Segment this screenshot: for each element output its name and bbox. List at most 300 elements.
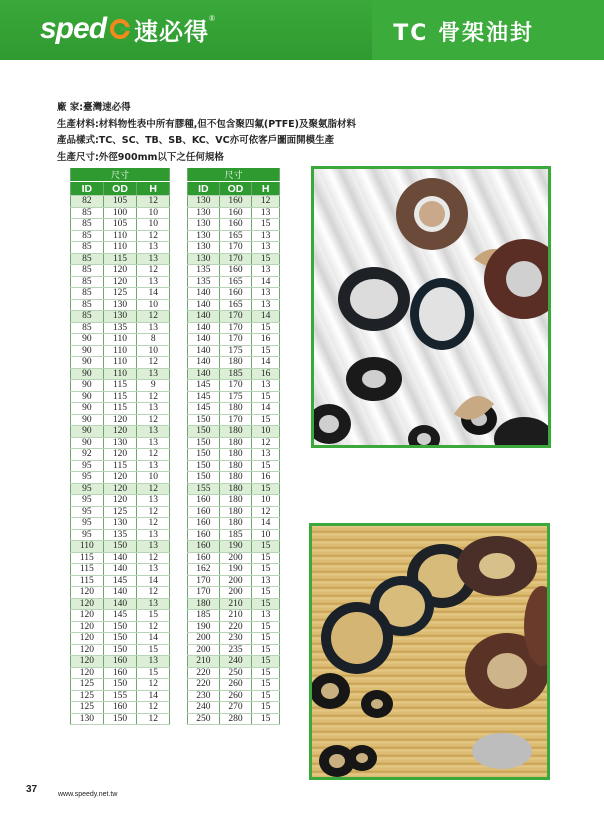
cell-id: 170	[188, 587, 220, 599]
cell-od: 200	[219, 575, 252, 587]
cell-h: 15	[252, 690, 280, 702]
cell-od: 170	[219, 414, 252, 426]
cell-id: 135	[188, 265, 220, 277]
table-row	[71, 713, 170, 725]
product-info	[57, 100, 356, 166]
cell-id: 220	[188, 679, 220, 691]
cell-od: 210	[219, 598, 252, 610]
cell-h: 13	[137, 403, 170, 415]
table-row	[71, 380, 170, 392]
cell-h: 12	[137, 518, 170, 530]
cell-od: 150	[103, 633, 137, 645]
cell-h: 13	[252, 230, 280, 242]
table-row	[71, 483, 170, 495]
cell-id: 200	[188, 633, 220, 645]
cell-od: 115	[103, 253, 137, 265]
col-header-h: H	[252, 182, 280, 196]
cell-od: 110	[103, 242, 137, 254]
cell-h: 15	[252, 564, 280, 576]
table-row	[71, 230, 170, 242]
table-row	[71, 564, 170, 576]
cell-od: 160	[219, 196, 252, 208]
table-row	[188, 679, 280, 691]
cell-h: 15	[252, 702, 280, 714]
table-row	[188, 334, 280, 346]
table-row	[188, 299, 280, 311]
cell-h: 12	[252, 506, 280, 518]
table-row	[71, 667, 170, 679]
cell-od: 120	[103, 472, 137, 484]
cell-od: 185	[219, 368, 252, 380]
cell-id: 120	[71, 598, 104, 610]
table-row	[188, 610, 280, 622]
cell-h: 12	[137, 679, 170, 691]
cell-id: 125	[71, 702, 104, 714]
table-row	[188, 644, 280, 656]
cell-h: 10	[137, 207, 170, 219]
table-row	[71, 276, 170, 288]
table-row	[188, 265, 280, 277]
cell-od: 175	[219, 345, 252, 357]
cell-h: 15	[252, 633, 280, 645]
cell-id: 160	[188, 506, 220, 518]
cell-h: 12	[137, 483, 170, 495]
table-row	[188, 564, 280, 576]
cell-id: 150	[188, 460, 220, 472]
cell-od: 160	[219, 288, 252, 300]
table-row	[71, 610, 170, 622]
cell-id: 200	[188, 644, 220, 656]
cell-od: 260	[219, 690, 252, 702]
cell-od: 155	[103, 690, 137, 702]
cell-od: 105	[103, 219, 137, 231]
table-row	[188, 403, 280, 415]
table-row	[71, 679, 170, 691]
table-row	[71, 449, 170, 461]
table-row	[71, 587, 170, 599]
cell-od: 130	[103, 311, 137, 323]
cell-id: 140	[188, 368, 220, 380]
col-header-od: OD	[103, 182, 137, 196]
cell-h: 13	[137, 242, 170, 254]
cell-od: 145	[103, 575, 137, 587]
table-row	[71, 357, 170, 369]
cell-h: 12	[137, 587, 170, 599]
cell-h: 13	[252, 242, 280, 254]
table-row	[188, 253, 280, 265]
cell-h: 10	[137, 299, 170, 311]
cell-id: 115	[71, 564, 104, 576]
cell-id: 140	[188, 311, 220, 323]
cell-od: 110	[103, 345, 137, 357]
cell-h: 15	[252, 219, 280, 231]
info-material: 生產材料:材料物性表中所有膠種,但不包含聚四氟(PTFE)及聚氨脂材料	[57, 118, 357, 130]
cell-h: 13	[252, 449, 280, 461]
info-styles: 產品樣式:TC、SC、TB、SB、KC、VC亦可依客戶圖面開模生產	[57, 135, 335, 146]
table-row	[71, 242, 170, 254]
cell-h: 16	[252, 472, 280, 484]
table-row	[71, 656, 170, 668]
cell-h: 15	[252, 391, 280, 403]
cell-id: 162	[188, 564, 220, 576]
cell-id: 130	[71, 713, 104, 725]
cell-id: 85	[71, 276, 104, 288]
table-row	[71, 426, 170, 438]
cell-id: 160	[188, 541, 220, 553]
page-title: TC 骨架油封	[393, 21, 534, 46]
info-manufacturer: 廠 家:臺灣速必得	[57, 102, 131, 113]
table-row	[188, 506, 280, 518]
cell-id: 90	[71, 414, 104, 426]
table-row	[188, 391, 280, 403]
cell-od: 220	[219, 621, 252, 633]
cell-h: 13	[137, 322, 170, 334]
cell-od: 165	[219, 299, 252, 311]
cell-id: 160	[188, 495, 220, 507]
cell-id: 145	[188, 391, 220, 403]
cell-h: 15	[137, 610, 170, 622]
cell-h: 13	[137, 495, 170, 507]
cell-h: 15	[137, 667, 170, 679]
cell-id: 90	[71, 345, 104, 357]
cell-h: 15	[252, 713, 280, 725]
cell-h: 14	[252, 403, 280, 415]
cell-od: 120	[103, 495, 137, 507]
cell-od: 235	[219, 644, 252, 656]
cell-id: 95	[71, 460, 104, 472]
cell-h: 15	[252, 483, 280, 495]
cell-od: 125	[103, 288, 137, 300]
cell-h: 15	[252, 345, 280, 357]
cell-od: 165	[219, 276, 252, 288]
cell-id: 140	[188, 322, 220, 334]
cell-h: 13	[252, 288, 280, 300]
cell-od: 140	[103, 564, 137, 576]
cell-od: 260	[219, 679, 252, 691]
cell-od: 120	[103, 449, 137, 461]
table-row	[188, 311, 280, 323]
cell-id: 250	[188, 713, 220, 725]
table-row	[188, 207, 280, 219]
cell-h: 12	[137, 702, 170, 714]
cell-id: 145	[188, 403, 220, 415]
size-table-right	[187, 168, 280, 725]
table-row	[71, 437, 170, 449]
cell-od: 145	[103, 610, 137, 622]
cell-od: 165	[219, 230, 252, 242]
table-row	[71, 541, 170, 553]
logo-swirl-icon	[110, 19, 130, 39]
table-row	[188, 414, 280, 426]
cell-id: 130	[188, 230, 220, 242]
product-photo-seals-on-bamboo	[309, 523, 550, 780]
cell-od: 180	[219, 483, 252, 495]
cell-h: 13	[252, 610, 280, 622]
table-row	[71, 196, 170, 208]
cell-id: 130	[188, 253, 220, 265]
table-row	[188, 437, 280, 449]
cell-id: 95	[71, 495, 104, 507]
cell-id: 120	[71, 656, 104, 668]
cell-od: 280	[219, 713, 252, 725]
table-row	[71, 311, 170, 323]
cell-h: 15	[252, 679, 280, 691]
cell-h: 15	[252, 414, 280, 426]
col-header-id: ID	[71, 182, 104, 196]
table-row	[188, 368, 280, 380]
cell-h: 16	[252, 334, 280, 346]
table-row	[71, 575, 170, 587]
cell-id: 95	[71, 529, 104, 541]
cell-od: 100	[103, 207, 137, 219]
cell-id: 85	[71, 299, 104, 311]
table-row	[188, 667, 280, 679]
cell-h: 13	[137, 529, 170, 541]
cell-id: 85	[71, 322, 104, 334]
cell-od: 160	[103, 667, 137, 679]
table-row	[71, 253, 170, 265]
cell-id: 140	[188, 299, 220, 311]
cell-h: 13	[137, 564, 170, 576]
cell-h: 14	[137, 690, 170, 702]
table-row	[71, 368, 170, 380]
table-row	[71, 219, 170, 231]
cell-id: 85	[71, 265, 104, 277]
cell-od: 180	[219, 357, 252, 369]
cell-h: 12	[137, 357, 170, 369]
table-row	[71, 345, 170, 357]
table-row	[188, 518, 280, 530]
table-row	[71, 633, 170, 645]
cell-h: 12	[137, 265, 170, 277]
cell-od: 200	[219, 587, 252, 599]
cell-id: 160	[188, 552, 220, 564]
table-row	[71, 334, 170, 346]
product-photo-seals-on-white	[311, 166, 551, 448]
table-row	[71, 702, 170, 714]
cell-od: 160	[219, 219, 252, 231]
cell-h: 15	[252, 460, 280, 472]
website-url: www.speedy.net.tw	[58, 791, 118, 798]
cell-od: 140	[103, 587, 137, 599]
cell-id: 145	[188, 380, 220, 392]
cell-h: 13	[252, 299, 280, 311]
cell-h: 12	[137, 391, 170, 403]
cell-od: 170	[219, 380, 252, 392]
cell-od: 180	[219, 472, 252, 484]
cell-od: 170	[219, 311, 252, 323]
cell-od: 120	[103, 483, 137, 495]
cell-id: 140	[188, 357, 220, 369]
cell-od: 170	[219, 253, 252, 265]
table-row	[71, 391, 170, 403]
cell-h: 12	[137, 713, 170, 725]
table-row	[71, 529, 170, 541]
cell-id: 210	[188, 656, 220, 668]
table-row	[188, 529, 280, 541]
cell-od: 240	[219, 656, 252, 668]
cell-id: 85	[71, 230, 104, 242]
cell-h: 14	[252, 357, 280, 369]
cell-id: 120	[71, 644, 104, 656]
table-row	[188, 460, 280, 472]
cell-id: 90	[71, 391, 104, 403]
cell-od: 210	[219, 610, 252, 622]
cell-od: 120	[103, 414, 137, 426]
cell-od: 180	[219, 449, 252, 461]
cell-od: 160	[219, 265, 252, 277]
cell-id: 95	[71, 483, 104, 495]
cell-h: 16	[252, 368, 280, 380]
cell-od: 170	[219, 322, 252, 334]
cell-id: 120	[71, 610, 104, 622]
table-caption: 尺寸	[71, 168, 170, 182]
cell-od: 120	[103, 265, 137, 277]
cell-h: 13	[137, 598, 170, 610]
cell-h: 15	[252, 552, 280, 564]
cell-id: 150	[188, 426, 220, 438]
cell-h: 15	[252, 598, 280, 610]
cell-od: 150	[103, 679, 137, 691]
table-row	[188, 242, 280, 254]
cell-id: 150	[188, 472, 220, 484]
registered-mark: ®	[209, 14, 216, 23]
cell-id: 240	[188, 702, 220, 714]
cell-h: 12	[252, 196, 280, 208]
cell-id: 90	[71, 368, 104, 380]
cell-od: 110	[103, 368, 137, 380]
cell-od: 130	[103, 437, 137, 449]
table-row	[71, 621, 170, 633]
cell-od: 270	[219, 702, 252, 714]
table-row	[188, 495, 280, 507]
table-row	[71, 644, 170, 656]
size-table-left	[70, 168, 170, 725]
cell-od: 150	[103, 713, 137, 725]
col-header-od: OD	[219, 182, 252, 196]
cell-h: 13	[137, 253, 170, 265]
cell-id: 90	[71, 357, 104, 369]
table-row	[188, 541, 280, 553]
cell-od: 170	[219, 242, 252, 254]
cell-h: 15	[252, 667, 280, 679]
cell-h: 12	[137, 196, 170, 208]
cell-id: 220	[188, 667, 220, 679]
cell-od: 150	[103, 644, 137, 656]
cell-id: 230	[188, 690, 220, 702]
info-size-range: 生產尺寸:外徑900mm以下之任何規格	[57, 151, 224, 163]
cell-id: 125	[71, 679, 104, 691]
cell-h: 12	[137, 449, 170, 461]
cell-id: 190	[188, 621, 220, 633]
cell-od: 160	[219, 207, 252, 219]
cell-od: 190	[219, 541, 252, 553]
oil-seal-illustration	[314, 169, 548, 445]
table-row	[188, 276, 280, 288]
cell-od: 110	[103, 357, 137, 369]
cell-h: 9	[137, 380, 170, 392]
cell-h: 13	[252, 575, 280, 587]
cell-id: 130	[188, 207, 220, 219]
cell-id: 120	[71, 621, 104, 633]
cell-h: 15	[252, 656, 280, 668]
cell-id: 120	[71, 667, 104, 679]
cell-h: 12	[137, 552, 170, 564]
cell-od: 130	[103, 299, 137, 311]
logo-text: sped	[40, 12, 107, 45]
cell-id: 155	[188, 483, 220, 495]
table-row	[188, 219, 280, 231]
cell-id: 90	[71, 437, 104, 449]
col-header-h: H	[137, 182, 170, 196]
cell-od: 190	[219, 564, 252, 576]
cell-od: 115	[103, 391, 137, 403]
cell-id: 95	[71, 506, 104, 518]
cell-od: 115	[103, 403, 137, 415]
cell-id: 150	[188, 414, 220, 426]
cell-od: 125	[103, 506, 137, 518]
cell-h: 13	[137, 656, 170, 668]
table-row	[71, 322, 170, 334]
table-row	[188, 598, 280, 610]
table-row	[71, 299, 170, 311]
cell-h: 12	[137, 414, 170, 426]
cell-h: 8	[137, 334, 170, 346]
cell-id: 170	[188, 575, 220, 587]
cell-h: 14	[252, 518, 280, 530]
table-row	[188, 449, 280, 461]
cell-h: 13	[252, 265, 280, 277]
cell-h: 15	[252, 587, 280, 599]
table-row	[71, 265, 170, 277]
table-row	[188, 621, 280, 633]
table-row	[71, 207, 170, 219]
table-row	[71, 552, 170, 564]
table-row	[71, 403, 170, 415]
cell-od: 140	[103, 598, 137, 610]
cell-od: 120	[103, 276, 137, 288]
cell-h: 13	[252, 207, 280, 219]
cell-id: 160	[188, 529, 220, 541]
cell-od: 180	[219, 506, 252, 518]
cell-h: 14	[252, 311, 280, 323]
cell-id: 140	[188, 345, 220, 357]
cell-h: 13	[137, 460, 170, 472]
cell-h: 12	[137, 506, 170, 518]
table-row	[188, 702, 280, 714]
col-header-id: ID	[188, 182, 220, 196]
table-row	[71, 518, 170, 530]
cell-id: 135	[188, 276, 220, 288]
cell-h: 10	[137, 472, 170, 484]
cell-id: 120	[71, 587, 104, 599]
cell-h: 12	[252, 437, 280, 449]
cell-h: 15	[252, 322, 280, 334]
cell-h: 10	[252, 529, 280, 541]
cell-id: 85	[71, 207, 104, 219]
cell-od: 120	[103, 426, 137, 438]
table-row	[188, 426, 280, 438]
cell-h: 15	[252, 253, 280, 265]
cell-od: 115	[103, 460, 137, 472]
cell-id: 120	[71, 633, 104, 645]
table-row	[71, 690, 170, 702]
cell-od: 105	[103, 196, 137, 208]
table-row	[71, 598, 170, 610]
brand-logo	[40, 12, 215, 46]
cell-od: 180	[219, 437, 252, 449]
cell-h: 13	[137, 426, 170, 438]
